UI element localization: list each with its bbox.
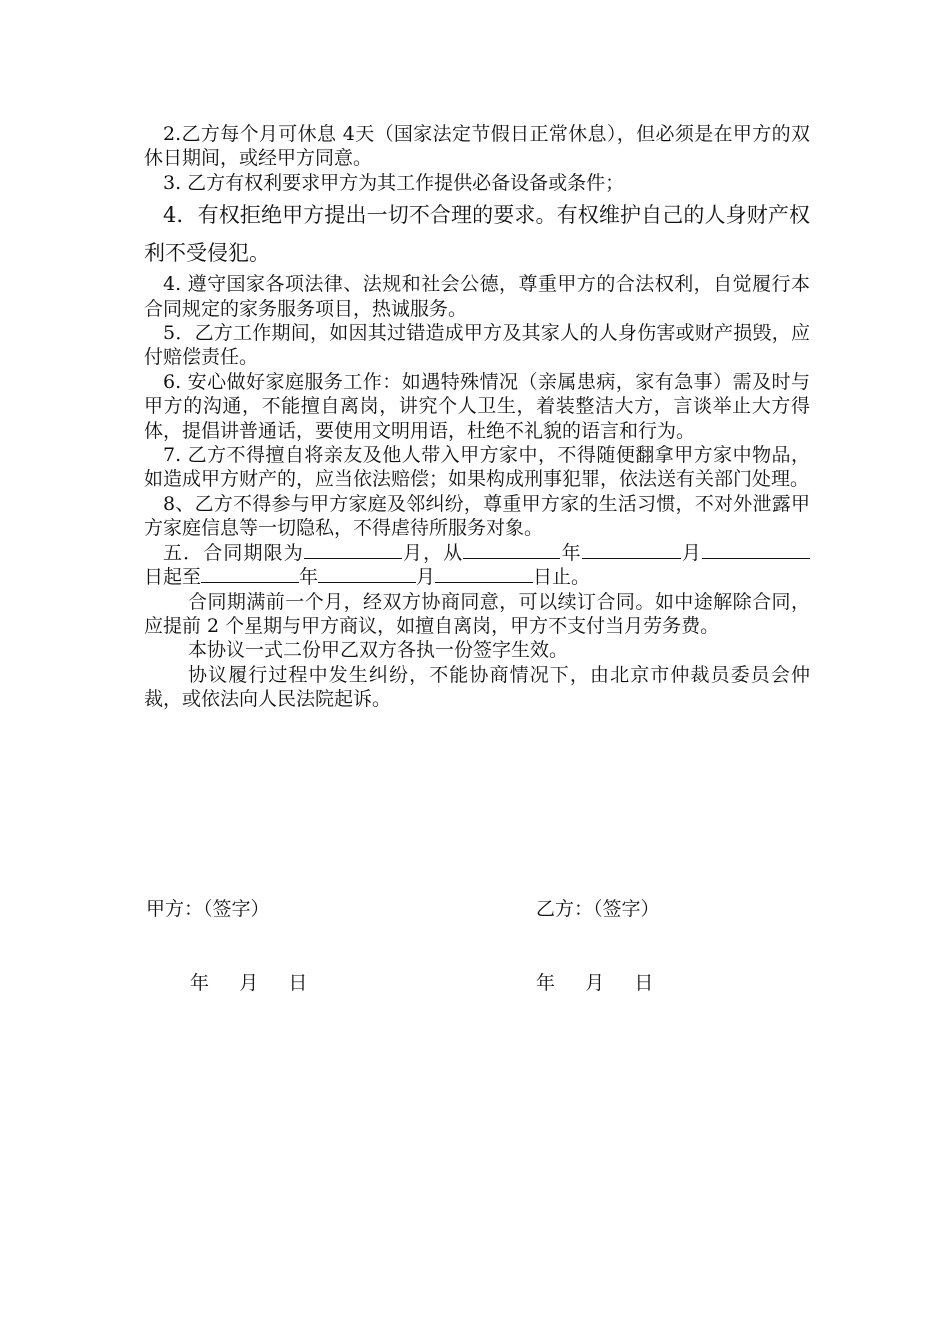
term-label: 五．合同期限为 [163,541,304,564]
start-month-label: 月 [680,541,702,564]
clause-rest-days: 2.乙方每个月可休息 4天（国家法定节假日正常休息），但必须是在甲方的双休日期间，或经甲方同意。 [144,123,810,170]
start-day-blank[interactable] [702,541,798,559]
clause-privacy: 8、乙方不得参与甲方家庭及邻纠纷，尊重甲方家的生活习惯，不对外泄露甲方家庭信息等一切隐私，不得虐待所服务对象。 [144,492,810,540]
end-month-label: 月 [416,566,436,589]
start-day-blank-cont[interactable] [798,541,810,559]
clause-copies: 本协议一式二份甲乙双方各执一份签字生效。 [188,639,569,662]
end-year-label: 年 [299,566,319,589]
contract-body [144,122,810,712]
party-b-date-line: 年 月 日 [536,972,654,994]
term-from-label: 月，从 [401,541,464,564]
clause-equipment-right: 3. 乙方有权利要求甲方为其工作提供必备设备或条件； [163,171,625,194]
clause-compensation: 5．乙方工作期间，如因其过错造成甲方及其家人的人身伤害或财产损毁，应付赔偿责任。 [144,322,810,369]
end-month-blank[interactable] [318,565,416,583]
party-a-signature-label: 甲方：（签字） [146,898,270,920]
end-year-blank[interactable] [201,565,299,583]
term-months-blank[interactable] [304,541,402,559]
party-a-date-line: 年 月 日 [190,972,308,994]
start-month-blank[interactable] [582,541,681,559]
clause-conduct: 6. 安心做好家庭服务工作：如遇特殊情况（亲属患病，家有急事）需及时与甲方的沟通，不能擅自离岗，讲究个人卫生，着装整洁大方，言谈举止大方得体，提倡讲普通话，要使用文明用语，杜绝不礼貌的语言和行为。 [144,370,810,442]
contract-term-clause [144,541,810,590]
clause-obey-laws: 4. 遵守国家各项法律、法规和社会公德，尊重甲方的合法权利，自觉履行本合同规定的家务服务项目，热诚服务。 [144,273,810,320]
start-year-blank[interactable] [463,541,560,559]
clause-dispute: 协议履行过程中发生纠纷，不能协商情况下，由北京市仲裁员委员会仲裁，或依法向人民法院起诉。 [144,663,810,711]
clause-refuse-unreasonable: 4．有权拒绝甲方提出一切不合理的要求。有权维护自己的人身财产权利不受侵犯。 [144,203,810,266]
start-day-label: 日起至 [144,566,202,589]
clause-no-visitors: 7. 乙方不得擅自将亲友及他人带入甲方家中，不得随便翻拿甲方家中物品，如造成甲方财产的，应当依法赔偿；如果构成刑事犯罪，依法送有关部门处理。 [144,444,810,491]
end-day-blank[interactable] [435,565,533,583]
end-day-label: 日止。 [533,566,591,589]
start-year-label: 年 [560,541,582,564]
party-b-signature-label: 乙方：（签字） [536,898,660,920]
clause-renewal: 合同期满前一个月，经双方协商同意，可以续订合同。如中途解除合同，应提前 2 个星期与甲方商议，如擅自离岗，甲方不支付当月劳务费。 [144,590,810,637]
